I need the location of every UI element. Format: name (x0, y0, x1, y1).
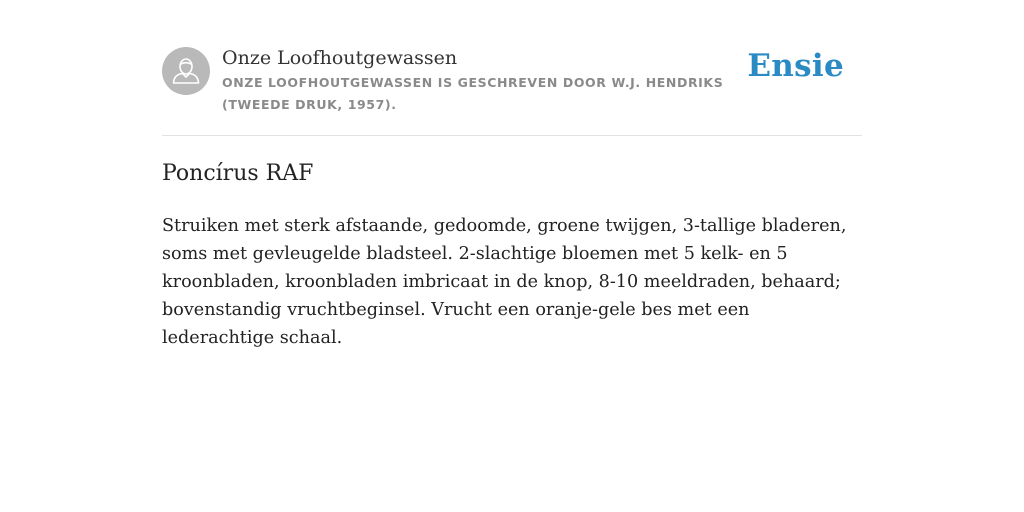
source-title[interactable]: Onze Loofhoutgewassen (222, 47, 458, 69)
header-divider (162, 135, 862, 136)
ensie-logo-link[interactable]: Ensie (747, 48, 844, 84)
entry-title: Poncírus RAF (162, 161, 314, 186)
user-silhouette-icon (162, 47, 210, 95)
source-description: ONZE LOOFHOUTGEWASSEN IS GESCHREVEN DOOR W.J. HENDRIKS (TWEEDE DRUK, 1957). (222, 75, 724, 112)
entry-body: Struiken met sterk afstaande, gedoomde, groene twijgen, 3-tallige bladeren, soms met gevleugelde bladsteel. 2-slachtige bloemen met 5 kelk- en 5 kroonbladen, kroonbladen imbricaat in de knop, 8-10 meeldraden, behaard; bovenstandig vruchtbeginsel. Vrucht een oranje-gele bes met een lederachtige schaal. (162, 216, 847, 348)
source-header (162, 46, 862, 116)
